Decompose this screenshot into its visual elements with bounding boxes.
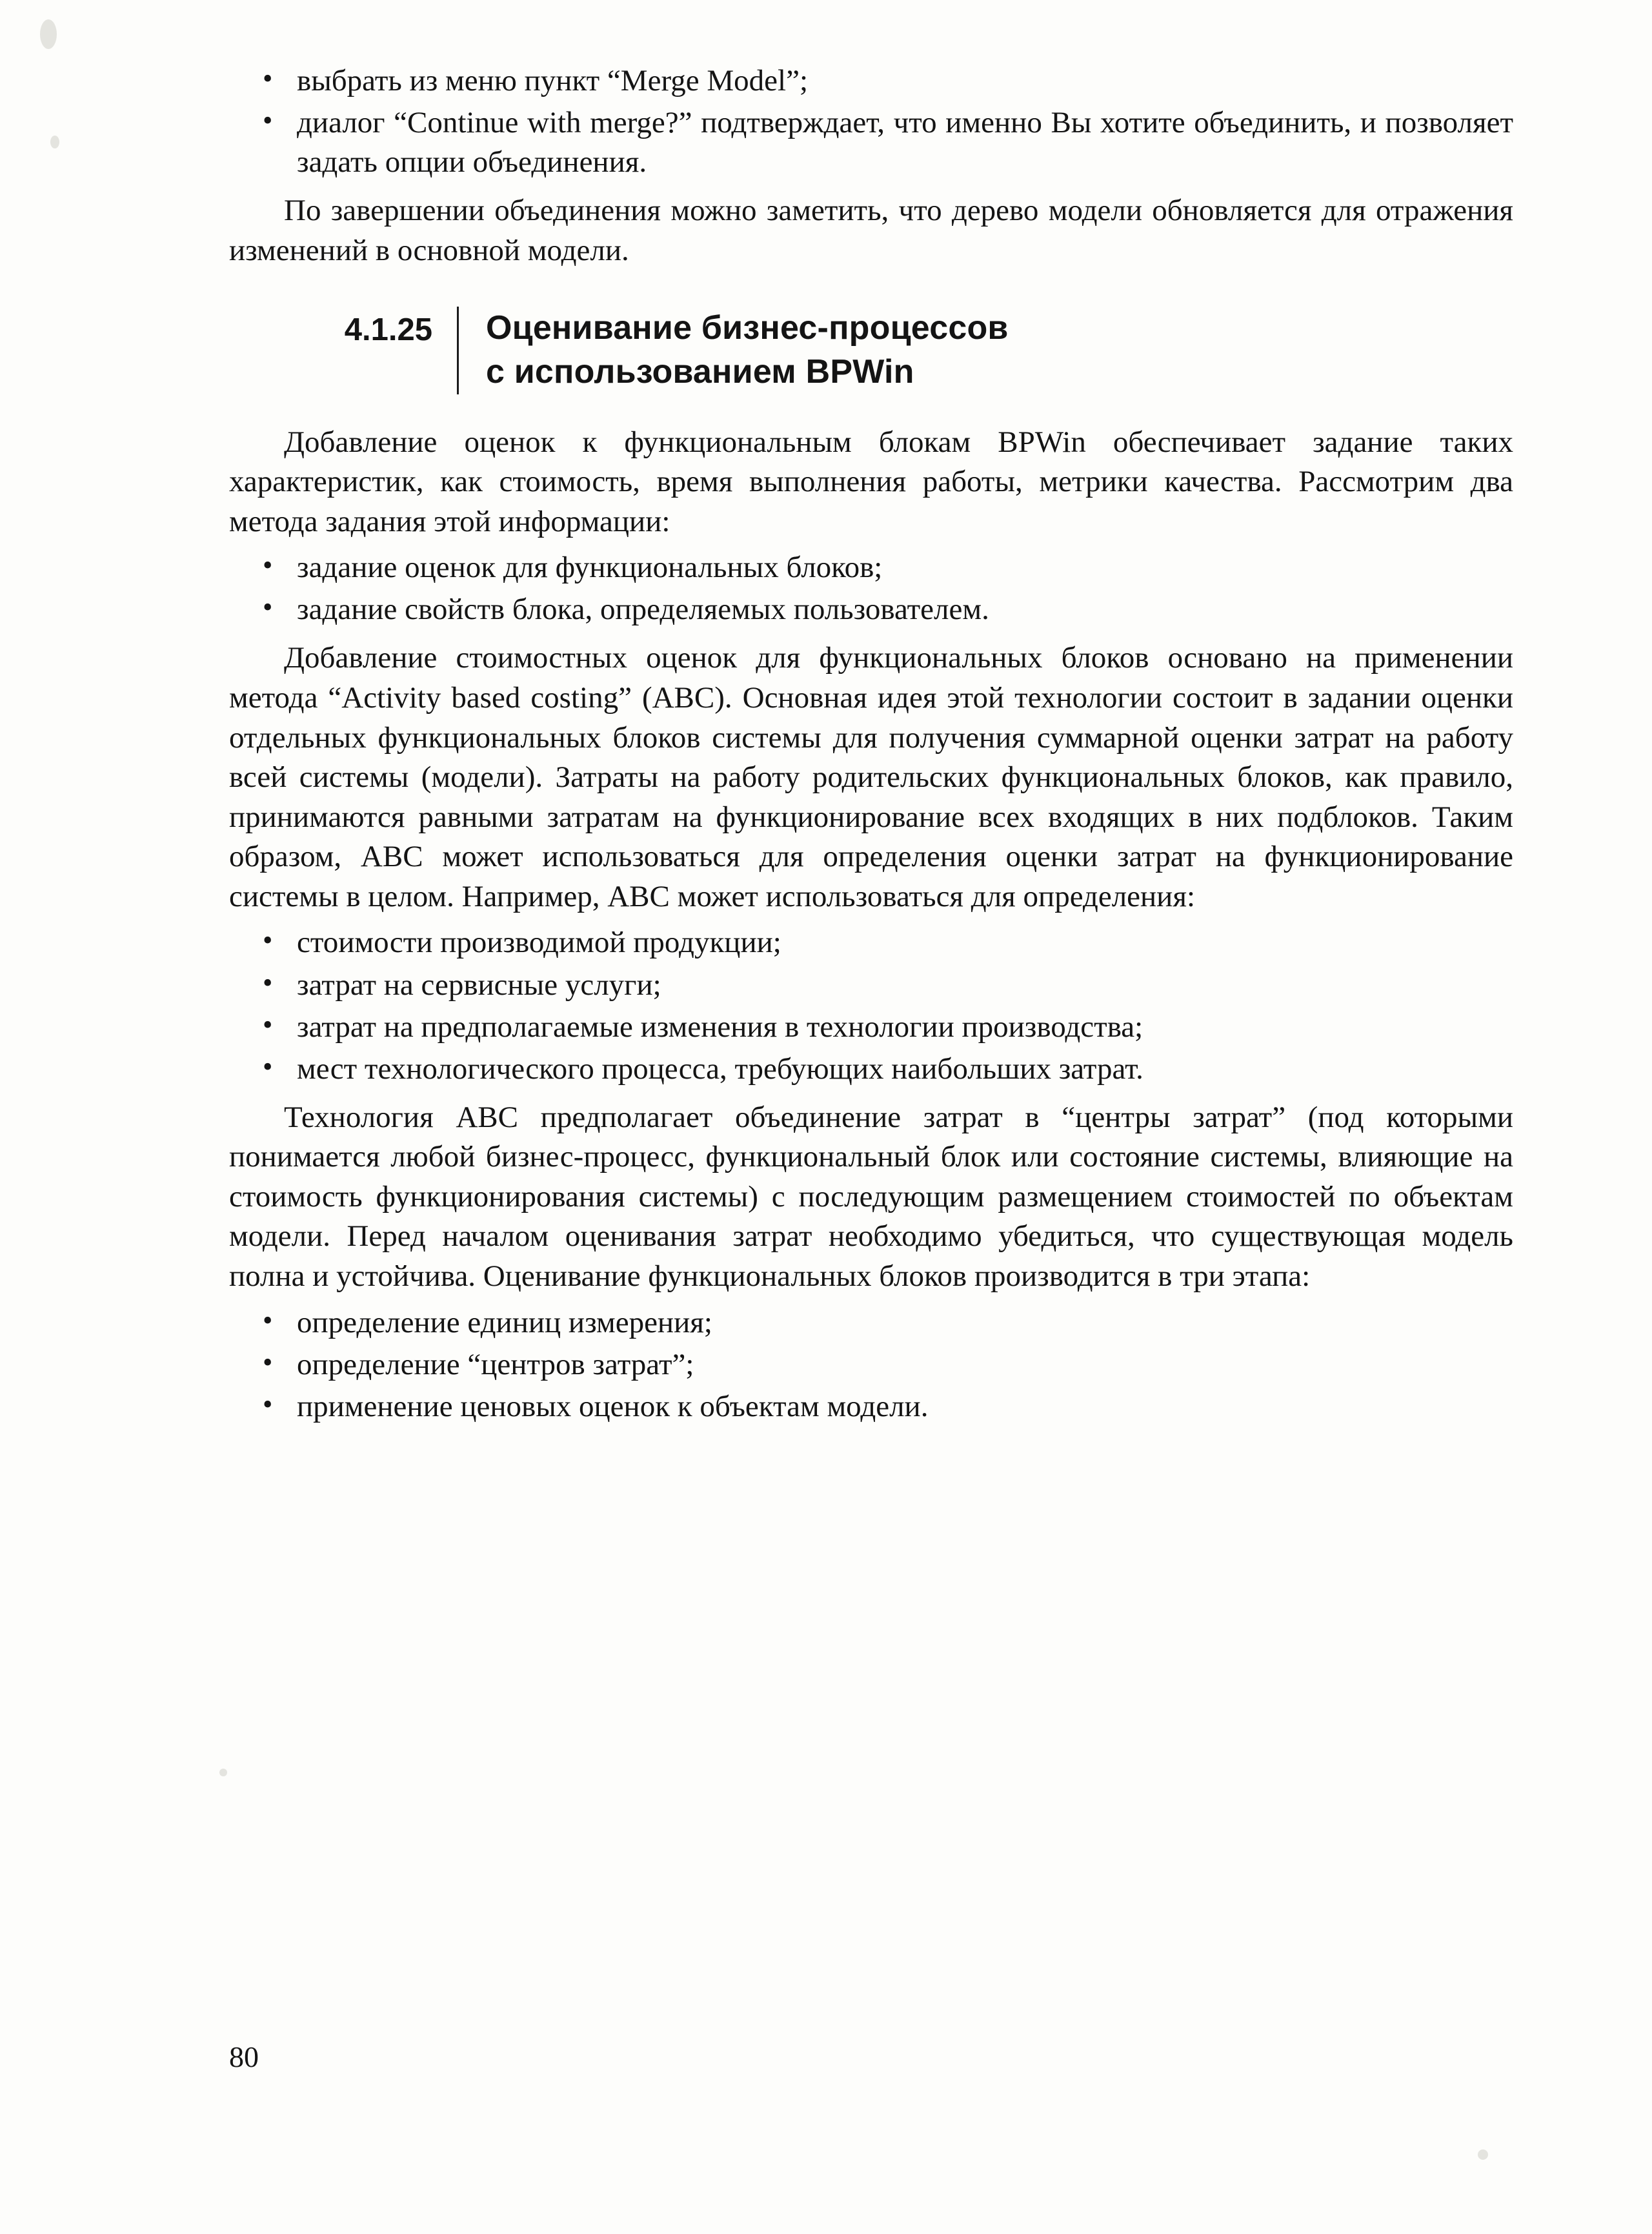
list-item: • определение “центров затрат”;: [229, 1345, 1513, 1385]
section-title: [486, 307, 1009, 394]
page-number: 80: [229, 2040, 259, 2073]
list-item: • определение единиц измерения;: [229, 1303, 1513, 1343]
list-item: • затрат на сервисные услуги;: [229, 966, 1513, 1005]
methods-bullet-list: [229, 548, 1513, 629]
stages-bullet-list: [229, 1303, 1513, 1427]
intro-paragraph: По завершении объединения можно заметить, что дерево модели обновляется для отражения изменений в основной модели.: [229, 194, 1513, 267]
paragraph-2: Добавление стоимостных оценок для функциональных блоков основано на применении метода “Activity based costing” (ABC). Основная идея этой технологии состоит в задании оценки отдельных функциональных блоков системы для получения суммарной оценки затрат на работу всей системы (модели). Затраты на работу родительских функциональных блоков, как правило, принимаются равными затратам на функционирование всех входящих в них подблоков. Таким образом, ABC может использоваться для определения оценки затрат на функционирование системы в целом. Например, ABC может использоваться для определения:: [229, 641, 1513, 913]
section-heading: [229, 307, 1513, 394]
intro-bullet-list: [229, 61, 1513, 182]
list-item: • диалог “Continue with merge?” подтверждает, что именно Вы хотите объединить, и позволяет задать опции объединения.: [229, 103, 1513, 182]
section-title-line-2: с использованием BPWin: [486, 353, 914, 391]
page-content: [229, 61, 1513, 1429]
list-item: • выбрать из меню пункт “Merge Model”;: [229, 61, 1513, 101]
paragraph-1: Добавление оценок к функциональным блокам BPWin обеспечивает задание таких характеристик, как стоимость, время выполнения работы, метрики качества. Рассмотрим два метода задания этой информации:: [229, 425, 1513, 538]
section-number: 4.1.25: [344, 312, 432, 348]
section-divider: [457, 307, 459, 394]
list-item: • затрат на предполагаемые изменения в технологии производства;: [229, 1008, 1513, 1047]
list-item: • стоимости производимой продукции;: [229, 923, 1513, 962]
list-item: • применение ценовых оценок к объектам модели.: [229, 1387, 1513, 1427]
abc-uses-bullet-list: [229, 923, 1513, 1088]
paragraph-3: Технология ABC предполагает объединение затрат в “центры затрат” (под которыми понимается любой бизнес-процесс, функциональный блок или состояние системы, влияющие на стоимость функционирования системы) с последующим размещением стоимостей по объектам модели. Перед началом оценивания затрат необходимо убедиться, что существующая модель полна и устойчива. Оценивание функциональных блоков производится в три этапа:: [229, 1100, 1513, 1294]
list-item: • задание свойств блока, определяемых пользователем.: [229, 590, 1513, 629]
section-title-line-1: Оценивание бизнес-процессов: [486, 309, 1009, 347]
list-item: • мест технологического процесса, требующих наибольших затрат.: [229, 1050, 1513, 1089]
list-item: • задание оценок для функциональных блоков;: [229, 548, 1513, 587]
